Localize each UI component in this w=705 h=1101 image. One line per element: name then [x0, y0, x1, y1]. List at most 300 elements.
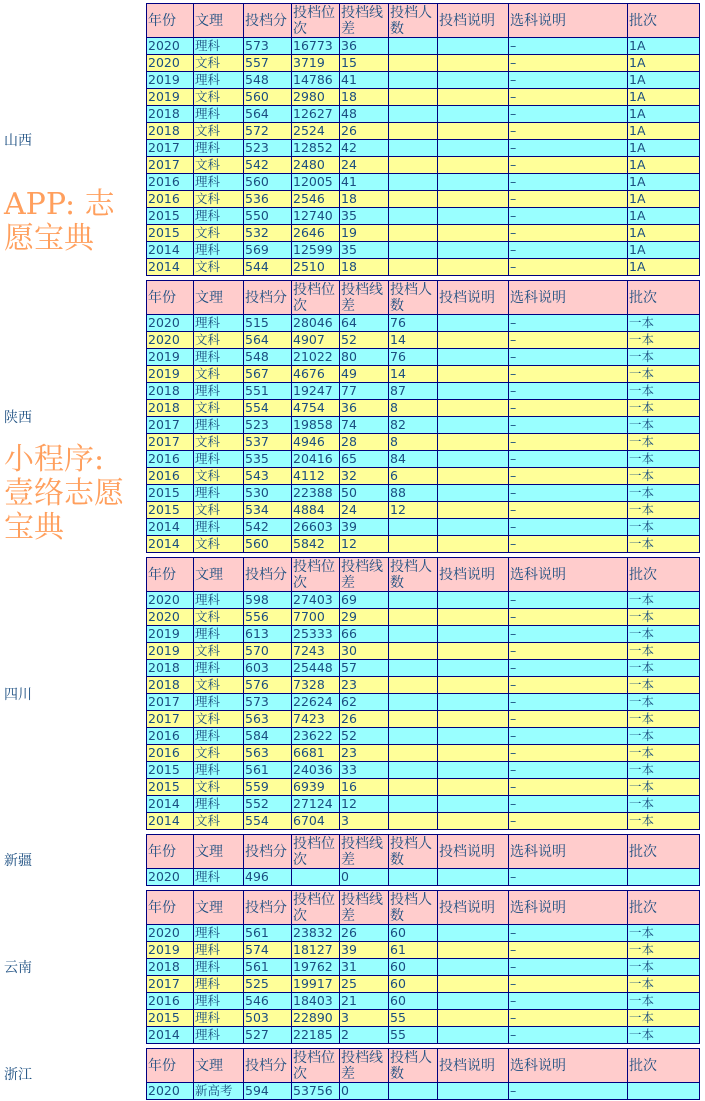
table-cell: 2017 [147, 157, 194, 174]
table-cell: 2980 [292, 89, 340, 106]
table-cell: 35 [340, 242, 389, 259]
table-cell: 一本 [628, 728, 700, 745]
column-header: 文理 [194, 558, 244, 592]
table-cell [438, 694, 509, 711]
table-cell: 25333 [292, 626, 340, 643]
table-cell: 24036 [292, 762, 340, 779]
table-cell: 一本 [628, 711, 700, 728]
column-header: 批次 [628, 281, 700, 315]
table-cell: 552 [244, 796, 292, 813]
table-cell [438, 123, 509, 140]
table-cell: – [509, 728, 628, 745]
table-cell: 2019 [147, 366, 194, 383]
table-row [147, 813, 700, 830]
table-cell: 2016 [147, 191, 194, 208]
table-cell: 21022 [292, 349, 340, 366]
table-cell: 2016 [147, 174, 194, 191]
table-cell [438, 140, 509, 157]
table-row [147, 89, 700, 106]
table-cell: 36 [340, 400, 389, 417]
table-cell [389, 55, 438, 72]
table-cell: 一本 [628, 332, 700, 349]
table-cell [438, 383, 509, 400]
table-cell: 2014 [147, 259, 194, 276]
table-cell: – [509, 259, 628, 276]
table-cell: 一本 [628, 643, 700, 660]
table-cell: 文科 [194, 259, 244, 276]
table-cell [389, 157, 438, 174]
column-header: 批次 [628, 4, 700, 38]
table-cell: 2017 [147, 976, 194, 993]
table-cell: 文科 [194, 55, 244, 72]
table-cell: 理科 [194, 208, 244, 225]
table-cell: 1A [628, 157, 700, 174]
table-cell: 理科 [194, 349, 244, 366]
table-cell: 557 [244, 55, 292, 72]
table-cell: 55 [389, 1027, 438, 1044]
table-cell: 7328 [292, 677, 340, 694]
table-cell: – [509, 89, 628, 106]
table-cell: 一本 [628, 959, 700, 976]
table-row [147, 677, 700, 694]
table-cell [438, 728, 509, 745]
table-cell: 542 [244, 519, 292, 536]
table-cell: 16773 [292, 38, 340, 55]
table-cell [389, 711, 438, 728]
table-cell: 19247 [292, 383, 340, 400]
table-cell: – [509, 140, 628, 157]
table-row [147, 174, 700, 191]
column-header: 投档线差 [340, 4, 389, 38]
table-cell: – [509, 762, 628, 779]
table-cell [438, 1027, 509, 1044]
table-cell: 8 [389, 434, 438, 451]
table-cell: 21 [340, 993, 389, 1010]
table-cell [438, 592, 509, 609]
table-cell: 613 [244, 626, 292, 643]
column-header: 投档人数 [389, 4, 438, 38]
table-cell: 546 [244, 993, 292, 1010]
table-cell: 527 [244, 1027, 292, 1044]
table-row [147, 711, 700, 728]
province-block [0, 1048, 705, 1100]
table-cell: 572 [244, 123, 292, 140]
table-cell: 12599 [292, 242, 340, 259]
table-row [147, 1083, 700, 1100]
table-cell: 57 [340, 660, 389, 677]
score-table [146, 1048, 700, 1100]
table-cell: 一本 [628, 976, 700, 993]
table-cell: 535 [244, 451, 292, 468]
table-cell: 一本 [628, 366, 700, 383]
table-cell: 551 [244, 383, 292, 400]
table-cell: 28 [340, 434, 389, 451]
table-cell: 理科 [194, 485, 244, 502]
table-cell: 523 [244, 417, 292, 434]
table-cell: 559 [244, 779, 292, 796]
table-cell: 理科 [194, 417, 244, 434]
table-cell [438, 660, 509, 677]
column-header: 投档说明 [438, 4, 509, 38]
table-cell [438, 519, 509, 536]
column-header: 投档说明 [438, 1049, 509, 1083]
table-cell: 560 [244, 89, 292, 106]
table-row [147, 434, 700, 451]
table-cell [438, 959, 509, 976]
score-table [146, 557, 700, 830]
table-cell: 525 [244, 976, 292, 993]
table-cell [438, 174, 509, 191]
table-cell: 一本 [628, 993, 700, 1010]
table-cell: 2014 [147, 796, 194, 813]
table-cell: 503 [244, 1010, 292, 1027]
table-cell: 49 [340, 366, 389, 383]
column-header: 投档分 [244, 4, 292, 38]
table-cell: 一本 [628, 762, 700, 779]
table-cell: 2017 [147, 711, 194, 728]
table-row [147, 519, 700, 536]
table-cell [389, 259, 438, 276]
table-cell: 2646 [292, 225, 340, 242]
table-cell [438, 225, 509, 242]
table-cell [389, 660, 438, 677]
table-cell: 一本 [628, 942, 700, 959]
table-cell [438, 925, 509, 942]
table-cell: 文科 [194, 332, 244, 349]
table-cell: – [509, 796, 628, 813]
table-cell: – [509, 502, 628, 519]
column-header: 投档人数 [389, 891, 438, 925]
table-cell: 23622 [292, 728, 340, 745]
table-cell: 76 [389, 349, 438, 366]
table-cell: 文科 [194, 677, 244, 694]
table-cell [438, 191, 509, 208]
table-cell: 1A [628, 106, 700, 123]
table-cell: 550 [244, 208, 292, 225]
table-cell: 14 [389, 332, 438, 349]
table-cell: 一本 [628, 536, 700, 553]
table-cell [389, 609, 438, 626]
table-cell: 文科 [194, 366, 244, 383]
table-cell: 28046 [292, 315, 340, 332]
table-cell: 2017 [147, 140, 194, 157]
table-cell: 理科 [194, 959, 244, 976]
table-cell: 603 [244, 660, 292, 677]
table-cell: 12852 [292, 140, 340, 157]
watermark-app: APP: 志愿宝典 [4, 187, 115, 256]
table-cell: 19917 [292, 976, 340, 993]
column-header: 批次 [628, 1049, 700, 1083]
table-cell [292, 869, 340, 886]
column-header: 投档人数 [389, 281, 438, 315]
table-cell: 2018 [147, 677, 194, 694]
table-row [147, 485, 700, 502]
table-cell: 6704 [292, 813, 340, 830]
table-cell: – [509, 869, 628, 886]
table-cell: – [509, 745, 628, 762]
column-header: 投档线差 [340, 1049, 389, 1083]
table-cell: 一本 [628, 434, 700, 451]
column-header: 年份 [147, 1049, 194, 1083]
table-cell: 2017 [147, 434, 194, 451]
table-cell: 4907 [292, 332, 340, 349]
province-name: 四川 [4, 686, 32, 703]
table-cell: 2018 [147, 383, 194, 400]
table-cell: 文科 [194, 225, 244, 242]
table-cell: – [509, 451, 628, 468]
table-cell: 52 [340, 728, 389, 745]
table-cell [438, 259, 509, 276]
column-header: 投档分 [244, 558, 292, 592]
header-row [147, 4, 700, 38]
table-cell: 2018 [147, 106, 194, 123]
table-cell: 84 [389, 451, 438, 468]
table-cell: 60 [389, 976, 438, 993]
column-header: 投档位次 [292, 4, 340, 38]
table-cell: 8 [389, 400, 438, 417]
table-cell: 理科 [194, 728, 244, 745]
table-cell: 27124 [292, 796, 340, 813]
table-cell: 2018 [147, 959, 194, 976]
table-cell: 26603 [292, 519, 340, 536]
table-cell: 2015 [147, 779, 194, 796]
table-row [147, 417, 700, 434]
table-cell: 2020 [147, 1083, 194, 1100]
table-row [147, 745, 700, 762]
table-row [147, 123, 700, 140]
table-cell: 76 [389, 315, 438, 332]
table-row [147, 502, 700, 519]
table-cell [438, 451, 509, 468]
table-cell: – [509, 925, 628, 942]
table-cell: 1A [628, 123, 700, 140]
score-table [146, 834, 700, 886]
table-cell: 文科 [194, 536, 244, 553]
table-cell: 532 [244, 225, 292, 242]
table-cell: 576 [244, 677, 292, 694]
table-row [147, 225, 700, 242]
column-header: 选科说明 [509, 1049, 628, 1083]
table-cell: – [509, 959, 628, 976]
table-cell: 一本 [628, 1010, 700, 1027]
table-cell: 2510 [292, 259, 340, 276]
table-row [147, 796, 700, 813]
table-cell [438, 468, 509, 485]
table-cell [389, 174, 438, 191]
table-cell [389, 813, 438, 830]
table-cell: 一本 [628, 451, 700, 468]
table-row [147, 72, 700, 89]
table-cell: 理科 [194, 1010, 244, 1027]
table-row [147, 400, 700, 417]
table-cell: – [509, 660, 628, 677]
table-cell [389, 106, 438, 123]
table-cell: 18127 [292, 942, 340, 959]
column-header: 投档说明 [438, 891, 509, 925]
column-header: 投档位次 [292, 891, 340, 925]
table-cell: 2014 [147, 242, 194, 259]
table-cell: 一本 [628, 592, 700, 609]
table-cell: 一本 [628, 417, 700, 434]
table-cell: 22388 [292, 485, 340, 502]
table-cell: 理科 [194, 519, 244, 536]
table-cell: 82 [389, 417, 438, 434]
table-cell: 1A [628, 174, 700, 191]
table-cell: – [509, 643, 628, 660]
province-name: 山西 [4, 132, 32, 149]
table-cell: 2014 [147, 519, 194, 536]
table-cell [389, 626, 438, 643]
table-cell: 2019 [147, 349, 194, 366]
table-cell: 0 [340, 1083, 389, 1100]
table-cell: 561 [244, 762, 292, 779]
table-cell [438, 315, 509, 332]
table-row [147, 242, 700, 259]
table-cell: 65 [340, 451, 389, 468]
column-header: 文理 [194, 891, 244, 925]
table-cell: 2020 [147, 609, 194, 626]
table-row [147, 315, 700, 332]
table-cell: 39 [340, 942, 389, 959]
column-header: 文理 [194, 4, 244, 38]
table-cell [438, 106, 509, 123]
table-cell: – [509, 485, 628, 502]
table-cell: – [509, 383, 628, 400]
table-cell: – [509, 38, 628, 55]
table-row [147, 332, 700, 349]
table-cell: 理科 [194, 174, 244, 191]
table-cell: 25448 [292, 660, 340, 677]
table-cell: 2018 [147, 660, 194, 677]
table-cell: 12627 [292, 106, 340, 123]
watermark-miniprogram: 小程序: 壹络志愿宝典 [4, 442, 124, 545]
table-cell: 一本 [628, 383, 700, 400]
table-cell: 理科 [194, 72, 244, 89]
table-cell [389, 796, 438, 813]
table-cell: 一本 [628, 694, 700, 711]
column-header: 年份 [147, 281, 194, 315]
table-cell: 542 [244, 157, 292, 174]
table-row [147, 536, 700, 553]
table-cell: 62 [340, 694, 389, 711]
table-cell: 18 [340, 89, 389, 106]
table-cell: – [509, 779, 628, 796]
table-cell: 53756 [292, 1083, 340, 1100]
table-cell: 22185 [292, 1027, 340, 1044]
table-cell: 74 [340, 417, 389, 434]
table-cell: 一本 [628, 660, 700, 677]
table-cell: 523 [244, 140, 292, 157]
column-header: 选科说明 [509, 891, 628, 925]
province-name: 浙江 [4, 1067, 32, 1083]
table-row [147, 106, 700, 123]
table-cell: 文科 [194, 434, 244, 451]
table-cell: 23 [340, 677, 389, 694]
table-cell: 87 [389, 383, 438, 400]
table-cell: 35 [340, 208, 389, 225]
table-row [147, 643, 700, 660]
table-cell: 0 [340, 869, 389, 886]
table-cell: 一本 [628, 677, 700, 694]
table-cell: 2014 [147, 1027, 194, 1044]
table-cell: 理科 [194, 925, 244, 942]
table-row [147, 925, 700, 942]
column-header: 投档位次 [292, 558, 340, 592]
table-cell: 一本 [628, 349, 700, 366]
table-cell: 2015 [147, 762, 194, 779]
table-cell: 567 [244, 366, 292, 383]
column-header: 文理 [194, 1049, 244, 1083]
table-cell: 574 [244, 942, 292, 959]
table-cell: 文科 [194, 502, 244, 519]
table-cell [389, 643, 438, 660]
table-cell: 14 [389, 366, 438, 383]
table-cell [389, 779, 438, 796]
table-cell: 7423 [292, 711, 340, 728]
table-cell: 2015 [147, 485, 194, 502]
table-cell: 1A [628, 242, 700, 259]
table-cell: 60 [389, 993, 438, 1010]
score-table [146, 280, 700, 553]
table-cell: 39 [340, 519, 389, 536]
table-cell: 一本 [628, 502, 700, 519]
table-cell: – [509, 1027, 628, 1044]
table-cell: – [509, 349, 628, 366]
table-cell: 一本 [628, 925, 700, 942]
table-cell: 1A [628, 89, 700, 106]
table-cell: – [509, 315, 628, 332]
table-cell: 2017 [147, 694, 194, 711]
table-cell [438, 434, 509, 451]
table-cell: 理科 [194, 626, 244, 643]
header-row [147, 891, 700, 925]
province-block [0, 890, 705, 1044]
table-cell [438, 536, 509, 553]
table-cell: 1A [628, 38, 700, 55]
table-cell [438, 1010, 509, 1027]
table-cell: – [509, 711, 628, 728]
table-cell: 19762 [292, 959, 340, 976]
table-cell [438, 502, 509, 519]
table-cell: 560 [244, 174, 292, 191]
table-cell: 2 [340, 1027, 389, 1044]
table-cell: 12 [340, 536, 389, 553]
table-cell: 23832 [292, 925, 340, 942]
table-row [147, 993, 700, 1010]
table-cell: 2017 [147, 417, 194, 434]
table-cell [438, 762, 509, 779]
column-header: 批次 [628, 835, 700, 869]
table-row [147, 349, 700, 366]
table-row [147, 191, 700, 208]
table-cell: 573 [244, 694, 292, 711]
table-cell: 80 [340, 349, 389, 366]
table-cell: – [509, 468, 628, 485]
table-cell: 3 [340, 1010, 389, 1027]
table-cell: 理科 [194, 796, 244, 813]
table-cell: 30 [340, 643, 389, 660]
table-cell: 理科 [194, 106, 244, 123]
table-cell: 60 [389, 959, 438, 976]
table-cell: – [509, 225, 628, 242]
table-cell: 2480 [292, 157, 340, 174]
table-cell: 20416 [292, 451, 340, 468]
table-cell: 29 [340, 609, 389, 626]
table-cell: 文科 [194, 813, 244, 830]
table-cell: 18 [340, 259, 389, 276]
table-cell: 理科 [194, 38, 244, 55]
table-cell [389, 123, 438, 140]
